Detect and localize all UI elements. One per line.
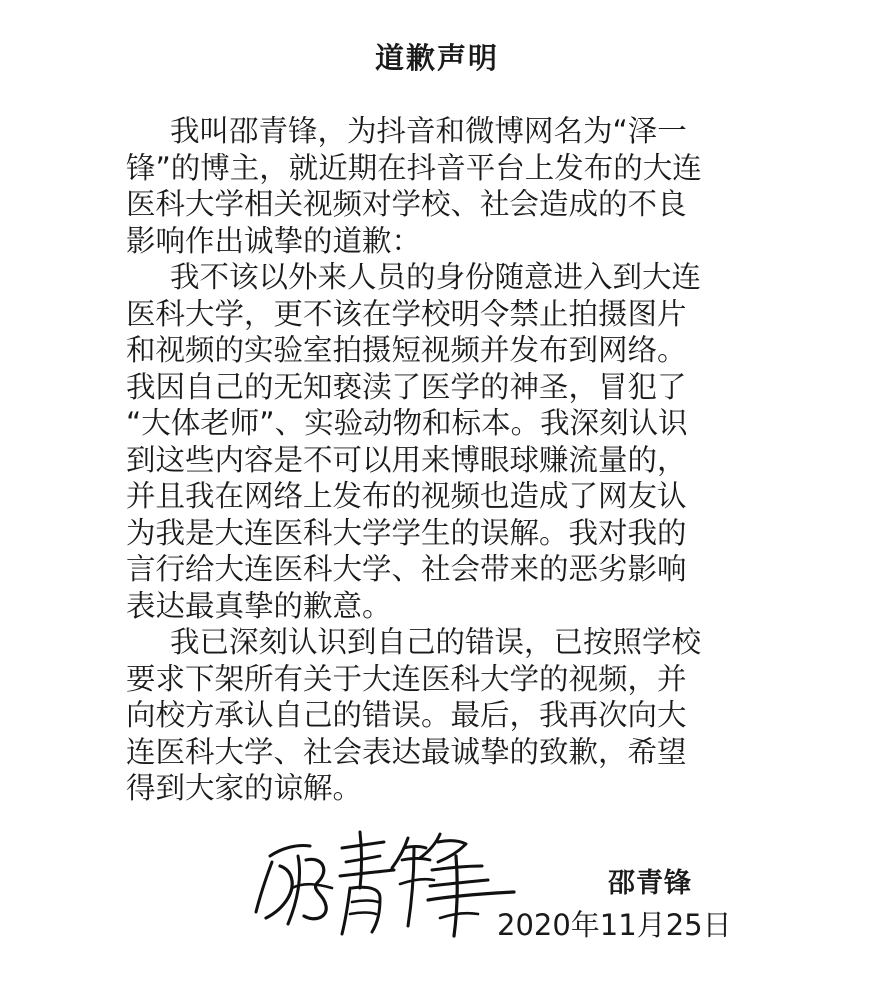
paragraph-line: 影响作出诚挚的道歉： bbox=[126, 223, 422, 258]
paragraph-line: 为我是大连医科大学学生的误解。我对我的 bbox=[126, 515, 687, 550]
paragraph-line: 我因自己的无知亵渎了医学的神圣，冒犯了 bbox=[126, 369, 687, 404]
paragraph-line: “大体老师”、实验动物和标本。我深刻认识 bbox=[126, 406, 688, 440]
paragraph-line: 表达最真挚的歉意。 bbox=[126, 588, 392, 623]
paragraph-line: 我叫邵青锋，为抖音和微博网名为“泽一 bbox=[170, 114, 687, 148]
paragraph-line: 到这些内容是不可以用来博眼球赚流量的， bbox=[126, 442, 687, 477]
paragraph-line: 言行给大连医科大学、社会带来的恶劣影响 bbox=[126, 552, 687, 586]
paragraph-line: 并且我在网络上发布的视频也造成了网友认 bbox=[126, 479, 687, 513]
paragraph-line: 和视频的实验室拍摄短视频并发布到网络。 bbox=[126, 333, 687, 367]
handwritten-signature bbox=[252, 826, 517, 938]
signer-name: 邵青锋 bbox=[608, 868, 692, 899]
paragraph-line: 向校方承认自己的错误。最后，我再次向大 bbox=[126, 698, 687, 732]
paragraph-line: 得到大家的谅解。 bbox=[126, 771, 363, 805]
paragraph-line: 连医科大学、社会表达最诚挚的致歉，希望 bbox=[126, 734, 687, 769]
body-paragraph bbox=[126, 113, 766, 259]
paragraph-line: 医科大学相关视频对学校、社会造成的不良 bbox=[126, 187, 687, 221]
paragraph-line: 要求下架所有关于大连医科大学的视频，并 bbox=[126, 661, 687, 696]
paragraph-line: 我不该以外来人员的身份随意进入到大连 bbox=[170, 260, 702, 294]
body-paragraph bbox=[126, 259, 766, 624]
document-title: 道歉声明 bbox=[374, 41, 499, 75]
document-body bbox=[126, 113, 766, 807]
signature-date: 2020年11月25日 bbox=[497, 908, 732, 942]
paragraph-line: 锋”的博主，就近期在抖音平台上发布的大连 bbox=[126, 150, 702, 185]
paragraph-line: 医科大学，更不该在学校明令禁止拍摄图片 bbox=[126, 296, 687, 331]
paragraph-line: 我已深刻认识到自己的错误，已按照学校 bbox=[170, 625, 702, 659]
body-paragraph bbox=[126, 624, 766, 807]
